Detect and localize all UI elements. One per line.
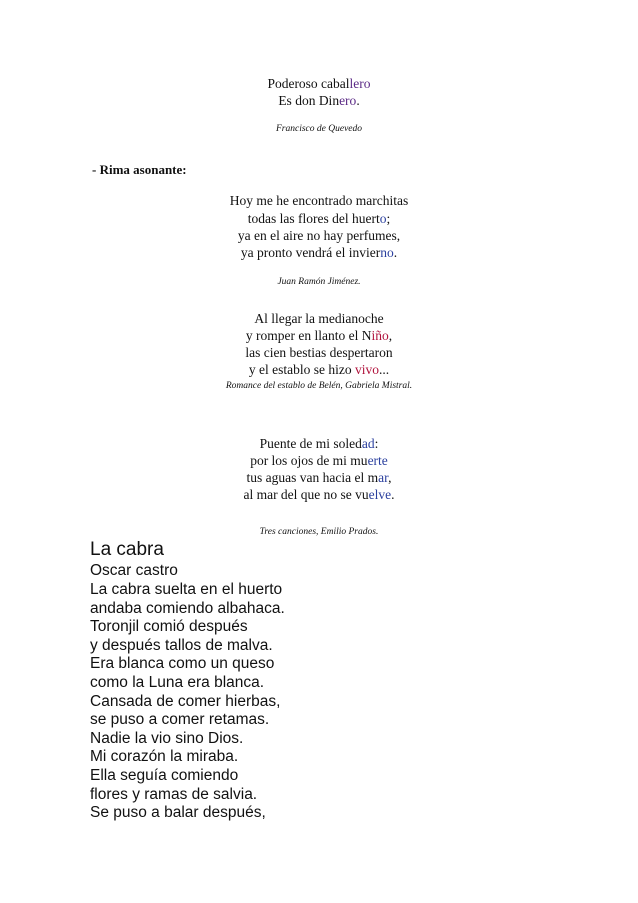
mistral-citation: Romance del establo de Belén, Gabriela Mistral.	[225, 381, 413, 391]
rhyme-highlight: no	[380, 245, 394, 260]
verse-text: al mar del que no se vu	[243, 487, 369, 502]
verse-text: ;	[386, 211, 391, 226]
mistral-verse-2	[0, 328, 638, 345]
verse-text: :	[374, 436, 379, 451]
rhyme-highlight: vivo	[354, 362, 379, 377]
jimenez-verse-3	[0, 228, 638, 245]
poem-line: Era blanca como un queso	[90, 655, 275, 673]
poem-line: flores y ramas de salvia.	[90, 785, 258, 803]
verse-text: .	[393, 245, 398, 260]
verse-text: Poderoso cabal	[267, 76, 350, 91]
rhyme-highlight: lero	[349, 76, 371, 91]
poem-line: y después tallos de malva.	[90, 636, 273, 654]
verse-text: Hoy me he encontrado marchitas	[229, 193, 409, 208]
verse-text: ya pronto vendrá el invier	[240, 245, 381, 260]
quevedo-verse-1	[0, 76, 638, 93]
poem-line: como la Luna era blanca.	[90, 673, 265, 691]
poem-line: La cabra suelta en el huerto	[90, 581, 283, 598]
rhyme-highlight: o	[379, 211, 387, 226]
verse-text: todas las flores del huert	[247, 211, 380, 226]
jimenez-verse-2	[0, 211, 638, 228]
prados-citation: Tres canciones, Emilio Prados.	[259, 527, 379, 537]
poem-line: andaba comiendo albahaca.	[90, 599, 285, 617]
poem-line: Se puso a balar después,	[90, 804, 266, 822]
jimenez-citation: Juan Ramón Jiménez.	[277, 277, 361, 287]
jimenez-verse-4	[0, 245, 638, 262]
poem-author: Oscar castro	[90, 562, 178, 579]
verse-text: ya en el aire no hay perfumes,	[237, 228, 401, 243]
verse-text: tus aguas van hacia el m	[246, 470, 379, 485]
verse-text: .	[356, 93, 360, 108]
section-heading: - Rima asonante:	[92, 162, 187, 177]
verse-text: Al llegar la medianoche	[254, 311, 384, 326]
verse-text: Puente de mi soled	[259, 436, 362, 451]
poem-line: Cansada de comer hierbas,	[90, 692, 281, 710]
verse-text: y romper en llanto el N	[245, 328, 372, 343]
verse-text: por los ojos de mi mu	[250, 453, 368, 468]
poem-line: se puso a comer retamas.	[90, 711, 270, 729]
verse-text: ,	[388, 470, 392, 485]
verse-text: .	[391, 487, 395, 502]
quevedo-citation: Francisco de Quevedo	[276, 124, 362, 134]
poem-line: Toronjil comió después	[90, 618, 248, 636]
rhyme-highlight: iño	[371, 328, 389, 343]
verse-text: y el establo se hizo	[248, 362, 355, 377]
prados-verse-4	[0, 487, 638, 504]
rhyme-highlight: erte	[367, 453, 388, 468]
prados-verse-3	[0, 470, 638, 487]
rhyme-highlight: ero	[339, 93, 357, 108]
rhyme-highlight: ar	[378, 470, 389, 485]
verse-text: Es don Din	[278, 93, 340, 108]
rhyme-highlight: elve	[368, 487, 392, 502]
jimenez-verse-1	[0, 193, 638, 210]
mistral-verse-3	[0, 345, 638, 362]
quevedo-verse-2	[0, 93, 638, 110]
verse-text: ...	[379, 362, 390, 377]
poem-line: Ella seguía comiendo	[90, 766, 239, 784]
prados-verse-2	[0, 453, 638, 470]
mistral-verse-4	[0, 362, 638, 379]
poem-title: La cabra	[90, 539, 164, 560]
mistral-verse-1	[0, 311, 638, 328]
poem-body	[90, 581, 285, 823]
verse-text: ,	[388, 328, 393, 343]
verse-text: las cien bestias despertaron	[245, 345, 393, 360]
prados-verse-1	[0, 436, 638, 453]
poem-line: Mi corazón la miraba.	[90, 748, 239, 766]
poem-line: Nadie la vio sino Dios.	[90, 729, 244, 747]
rhyme-highlight: ad	[361, 436, 375, 451]
